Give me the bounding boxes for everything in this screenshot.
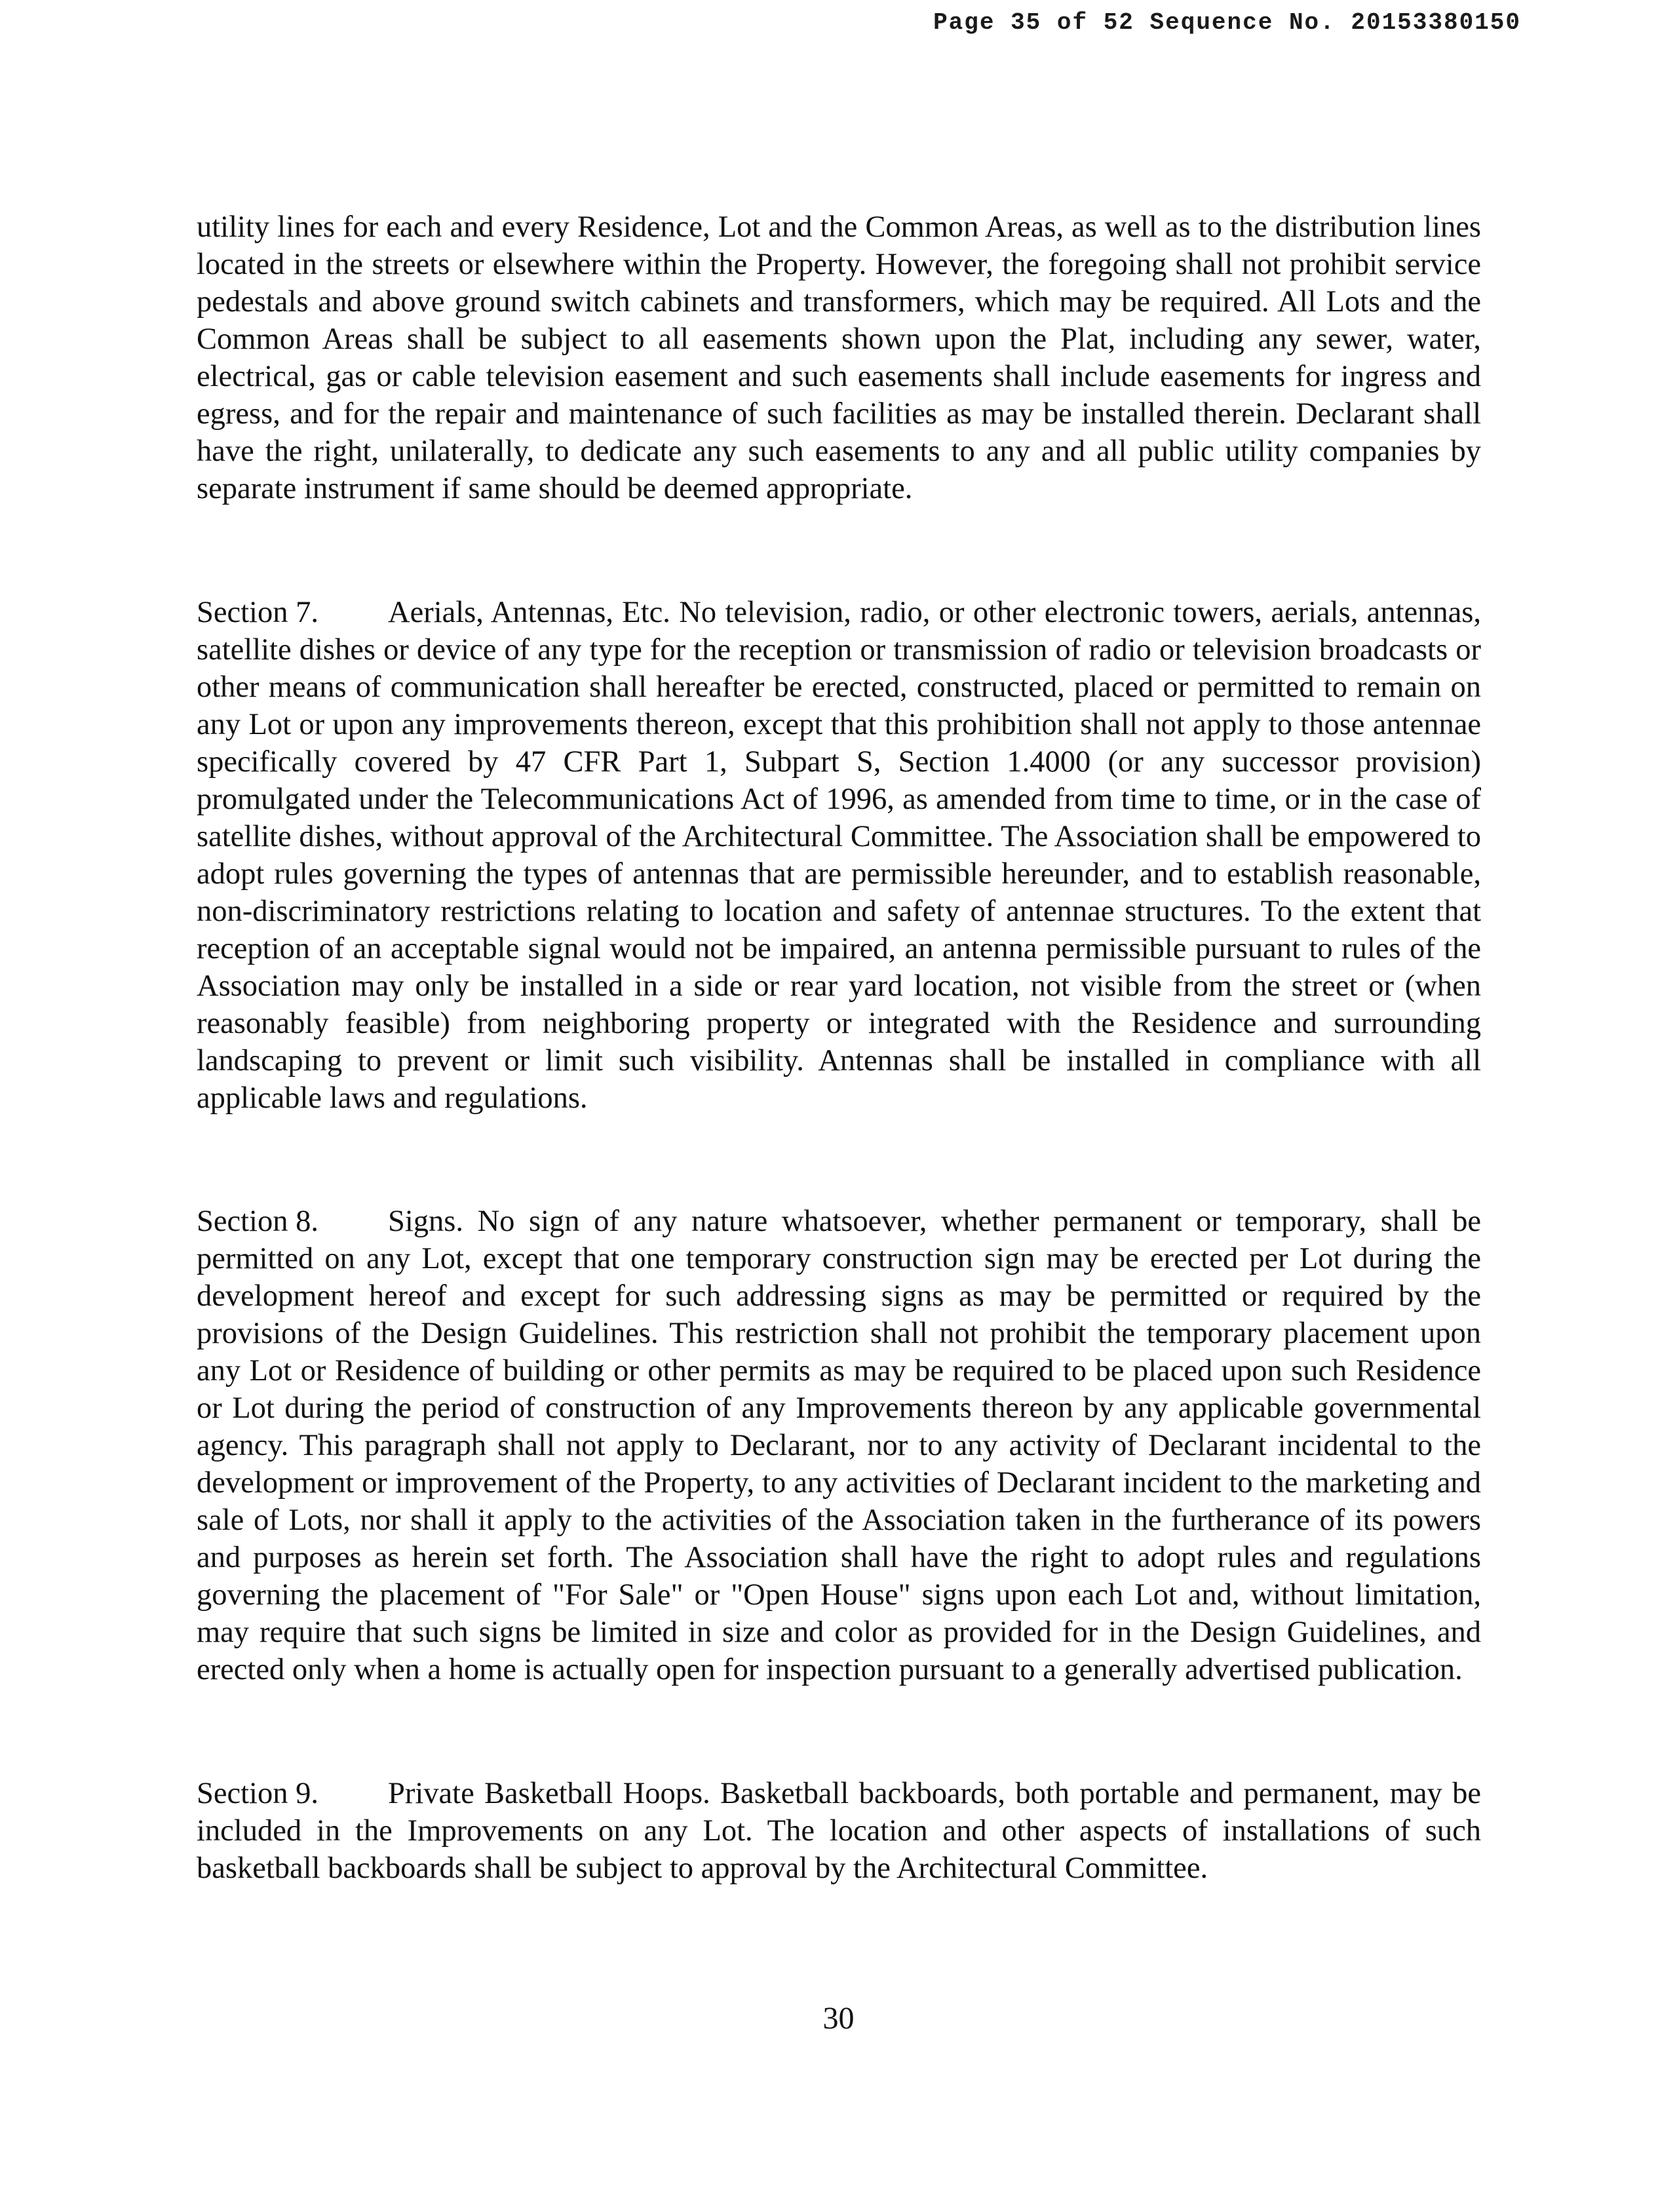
section-9-number: Section 9. <box>197 1777 318 1810</box>
section-9 <box>197 1775 1481 1887</box>
section-8-number: Section 8. <box>197 1205 318 1238</box>
section-8-text: Signs. No sign of any nature whatsoever, whether permanent or temporary, shall be permitted on any Lot, except that one temporary construction sign may be erected per Lot during the development hereof and except for such addressing signs as may be permitted or required by the provisions of the Design Guidelines. This restriction shall not prohibit the temporary placement upon any Lot or Residence of building or other permits as may be required to be placed upon such Residence or Lot during the period of construction of any Improvements thereon by any applicable governmental agency. This paragraph shall not apply to Declarant, nor to any activity of Declarant incidental to the development or improvement of the Property, to any activities of Declarant incident to the marketing and sale of Lots, nor shall it apply to the activities of the Association taken in the furtherance of its powers and purposes as herein set forth. The Association shall have the right to adopt rules and regulations governing the placement of "For Sale" or "Open House" signs upon each Lot and, without limitation, may require that such signs be limited in size and color as provided for in the Design Guidelines, and erected only when a home is actually open for inspection pursuant to a generally advertised publication. <box>197 1205 1481 1686</box>
section-7 <box>197 594 1481 1117</box>
section-9-text: Private Basketball Hoops. Basketball backboards, both portable and permanent, may be included in the Improvements on any Lot. The location and other aspects of installations of such basketball backboards shall be subject to approval by the Architectural Committee. <box>197 1777 1481 1885</box>
page-number: 30 <box>822 2001 855 2036</box>
section-7-number: Section 7. <box>197 596 318 629</box>
section-7-text: Aerials, Antennas, Etc. No television, radio, or other electronic towers, aerials, antennas, satellite dishes or device of any type for the reception or transmission of radio or television broadcasts or other means of communication shall hereafter be erected, constructed, placed or permitted to remain on any Lot or upon any improvements thereon, except that this prohibition shall not apply to those antennae specifically covered by 47 CFR Part 1, Subpart S, Section 1.4000 (or any successor provision) promulgated under the Telecommunications Act of 1996, as amended from time to time, or in the case of satellite dishes, without approval of the Architectural Committee. The Association shall be empowered to adopt rules governing the types of antennas that are permissible hereunder, and to establish reasonable, non-discriminatory restrictions relating to location and safety of antennae structures. To the extent that reception of an acceptable signal would not be impaired, an antenna permissible pursuant to rules of the Association may only be installed in a side or rear yard location, not visible from the street or (when reasonably feasible) from neighboring property or integrated with the Residence and surrounding landscaping to prevent or limit such visibility. Antennas shall be installed in compliance with all applicable laws and regulations. <box>197 596 1481 1115</box>
continued-paragraph: utility lines for each and every Residence, Lot and the Common Areas, as well as to the distribution lines located in the streets or elsewhere within the Property. However, the foregoing shall not prohibit service pedestals and above ground switch cabinets and transformers, which may be required. All Lots and the Common Areas shall be subject to all easements shown upon the Plat, including any sewer, water, electrical, gas or cable television easement and such easements shall include easements for ingress and egress, and for the repair and maintenance of such facilities as may be installed therein. Declarant shall have the right, unilaterally, to dedicate any such easements to any and all public utility companies by separate instrument if same should be deemed appropriate. <box>197 210 1481 505</box>
section-8 <box>197 1203 1481 1688</box>
page-sequence-header: Page 35 of 52 Sequence No. 20153380150 <box>933 9 1521 36</box>
